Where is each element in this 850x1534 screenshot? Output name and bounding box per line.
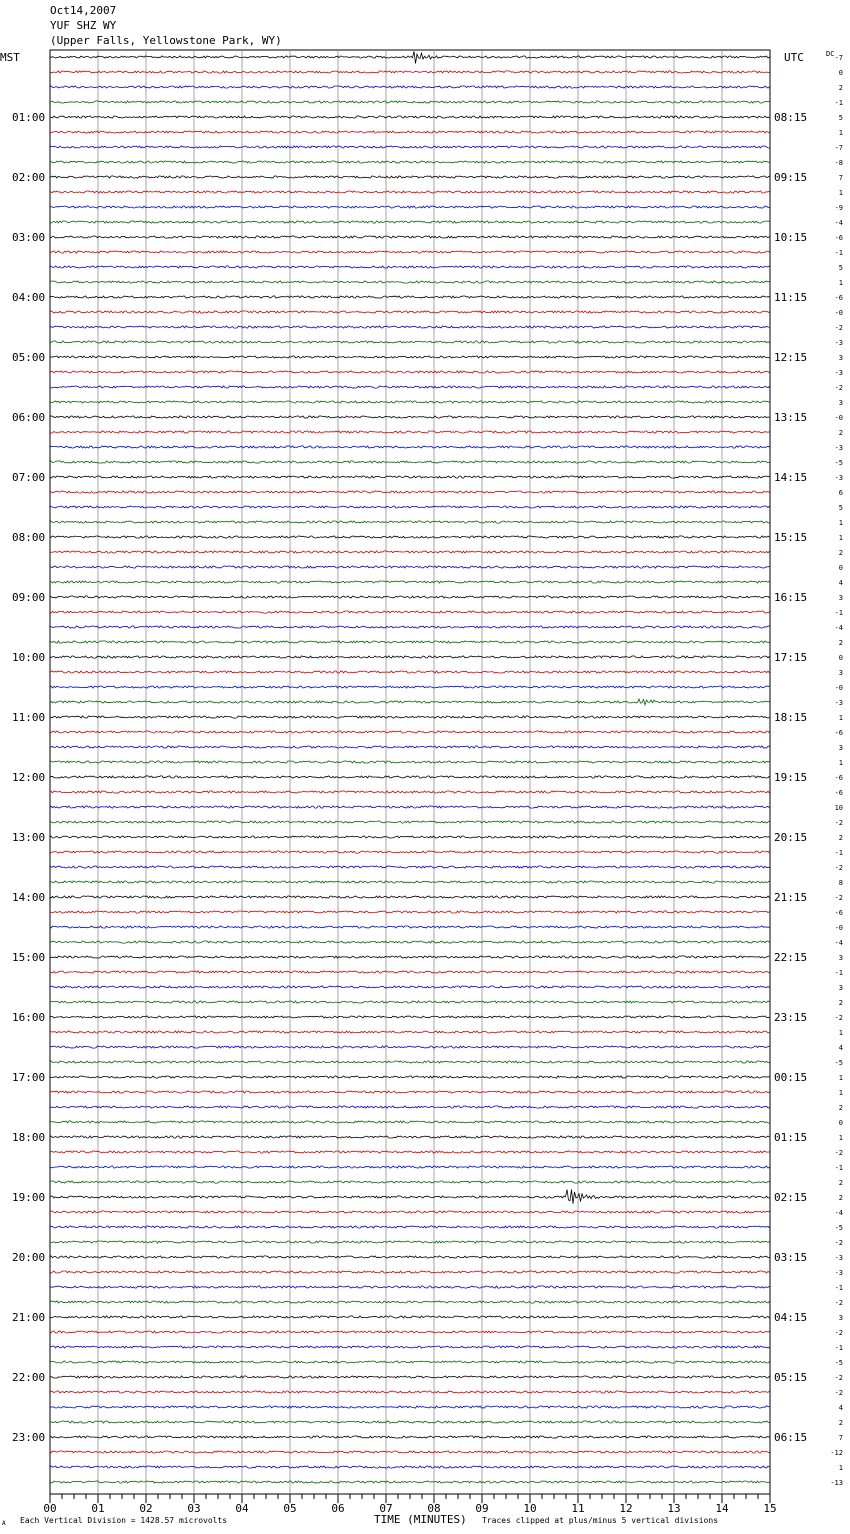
- dc-offset-label: 1: [838, 1089, 843, 1097]
- dc-offset-label: 3: [838, 399, 843, 407]
- trace-line: [50, 281, 770, 283]
- trace-line: [50, 311, 770, 313]
- left-hour-label: 22:00: [12, 1371, 46, 1384]
- left-hour-label: 04:00: [12, 291, 46, 304]
- left-hour-label: 14:00: [12, 891, 46, 904]
- trace-line: [50, 266, 770, 268]
- dc-offset-label: 0: [838, 564, 843, 572]
- dc-offset-label: -4: [834, 1209, 843, 1217]
- dc-offset-label: -5: [834, 1359, 843, 1367]
- trace-line: [50, 926, 770, 928]
- dc-offset-label: -6: [834, 729, 843, 737]
- trace-line: [50, 1061, 770, 1063]
- x-tick-label: 12: [619, 1502, 633, 1515]
- left-hour-label: 21:00: [12, 1311, 46, 1324]
- trace-line: [50, 86, 770, 88]
- left-hour-label: 18:00: [12, 1131, 46, 1144]
- trace-line: [50, 1091, 770, 1093]
- trace-line: [50, 161, 770, 163]
- trace-line: [50, 236, 770, 238]
- trace-line: [50, 566, 770, 568]
- trace-line: [50, 1481, 770, 1483]
- right-hour-label: 03:15: [774, 1251, 808, 1264]
- trace-line: [50, 386, 770, 388]
- dc-offset-label: 10: [834, 804, 843, 812]
- dc-offset-label: 3: [838, 984, 843, 992]
- dc-offset-label: 1: [838, 534, 843, 542]
- right-hour-label: 23:15: [774, 1011, 808, 1024]
- trace-line: [50, 791, 770, 793]
- dc-offset-label: 2: [838, 84, 843, 92]
- right-hour-label: 22:15: [774, 951, 808, 964]
- trace-line: [50, 941, 770, 943]
- left-hour-label: 23:00: [12, 1431, 46, 1444]
- trace-line: [50, 491, 770, 493]
- right-hour-label: 13:15: [774, 411, 808, 424]
- trace-line: [50, 1166, 770, 1168]
- trace-line: [50, 686, 770, 688]
- right-timezone-label: UTC: [784, 51, 804, 64]
- dc-offset-label: -3: [834, 1269, 843, 1277]
- trace-line: [50, 641, 770, 643]
- trace-line: [50, 51, 770, 63]
- trace-line: [50, 866, 770, 868]
- x-tick-label: 08: [427, 1502, 441, 1515]
- dc-offset-label: -6: [834, 774, 843, 782]
- dc-offset-label: 5: [838, 264, 843, 272]
- left-hour-label: 20:00: [12, 1251, 46, 1264]
- dc-offset-label: -3: [834, 444, 843, 452]
- dc-offset-label: -2: [834, 1014, 843, 1022]
- trace-line: [50, 1136, 770, 1138]
- left-hour-label: 06:00: [12, 411, 46, 424]
- trace-line: [50, 626, 770, 628]
- trace-line: [50, 131, 770, 133]
- dc-offset-label: -4: [834, 624, 843, 632]
- dc-offset-label: 1: [838, 1134, 843, 1142]
- trace-line: [50, 1031, 770, 1033]
- left-hour-label: 08:00: [12, 531, 46, 544]
- dc-offset-label: 0: [838, 69, 843, 77]
- trace-line: [50, 1181, 770, 1183]
- dc-offset-label: 7: [838, 174, 843, 182]
- trace-line: [50, 1421, 770, 1423]
- dc-offset-label: -1: [834, 969, 843, 977]
- trace-line: [50, 101, 770, 103]
- dc-offset-label: 2: [838, 1179, 843, 1187]
- dc-offset-label: -1: [834, 609, 843, 617]
- dc-offset-label: 3: [838, 669, 843, 677]
- dc-offset-label: -1: [834, 849, 843, 857]
- dc-offset-label: -2: [834, 1329, 843, 1337]
- trace-line: [50, 1226, 770, 1228]
- trace-line: [50, 1301, 770, 1303]
- dc-offset-label: 4: [838, 579, 843, 587]
- dc-offset-label: -0: [834, 309, 843, 317]
- right-hour-label: 09:15: [774, 171, 808, 184]
- dc-offset-label: -5: [834, 1059, 843, 1067]
- trace-line: [50, 296, 770, 298]
- right-hour-label: 20:15: [774, 831, 808, 844]
- trace-line: [50, 986, 770, 988]
- dc-offset-label: -4: [834, 219, 843, 227]
- trace-line: [50, 326, 770, 328]
- trace-line: [50, 581, 770, 583]
- trace-line: [50, 1241, 770, 1243]
- left-hour-label: 17:00: [12, 1071, 46, 1084]
- dc-offset-label: 5: [838, 504, 843, 512]
- x-tick-label: 02: [139, 1502, 153, 1515]
- right-hour-label: 10:15: [774, 231, 808, 244]
- dc-offset-label: -13: [830, 1479, 843, 1487]
- dc-offset-label: -2: [834, 1374, 843, 1382]
- dc-offset-label: -2: [834, 1299, 843, 1307]
- dc-offset-label: -2: [834, 1149, 843, 1157]
- trace-line: [50, 761, 770, 763]
- trace-line: [50, 911, 770, 913]
- dc-offset-label: -2: [834, 819, 843, 827]
- trace-line: [50, 71, 770, 73]
- dc-offset-label: 2: [838, 1104, 843, 1112]
- trace-line: [50, 1466, 770, 1468]
- trace-line: [50, 1046, 770, 1048]
- left-hour-label: 10:00: [12, 651, 46, 664]
- trace-line: [50, 1391, 770, 1393]
- trace-line: [50, 851, 770, 853]
- right-hour-label: 12:15: [774, 351, 808, 364]
- trace-line: [50, 611, 770, 613]
- dc-offset-label: 1: [838, 759, 843, 767]
- right-hour-label: 04:15: [774, 1311, 808, 1324]
- trace-line: [50, 746, 770, 748]
- dc-offset-label: 0: [838, 654, 843, 662]
- dc-offset-label: 1: [838, 519, 843, 527]
- trace-line: [50, 1001, 770, 1003]
- trace-line: [50, 191, 770, 193]
- dc-offset-label: 1: [838, 129, 843, 137]
- dc-offset-label: 5: [838, 114, 843, 122]
- dc-offset-label: 2: [838, 834, 843, 842]
- dc-offset-label: 1: [838, 1029, 843, 1037]
- trace-line: [50, 1189, 770, 1203]
- x-tick-label: 07: [379, 1502, 393, 1515]
- trace-line: [50, 699, 770, 705]
- dc-offset-label: -2: [834, 1389, 843, 1397]
- trace-line: [50, 416, 770, 418]
- trace-line: [50, 521, 770, 523]
- dc-offset-label: -2: [834, 384, 843, 392]
- dc-offset-label: -0: [834, 414, 843, 422]
- left-hour-label: 16:00: [12, 1011, 46, 1024]
- trace-line: [50, 176, 770, 178]
- dc-offset-label: 3: [838, 744, 843, 752]
- trace-line: [50, 1346, 770, 1348]
- dc-offset-label: 2: [838, 1419, 843, 1427]
- dc-offset-label: -1: [834, 99, 843, 107]
- dc-offset-label: -1: [834, 1164, 843, 1172]
- dc-offset-label: 3: [838, 954, 843, 962]
- dc-offset-label: 1: [838, 279, 843, 287]
- left-hour-label: 09:00: [12, 591, 46, 604]
- dc-offset-label: -9: [834, 204, 843, 212]
- left-hour-label: 12:00: [12, 771, 46, 784]
- dc-offset-label: -7: [834, 144, 843, 152]
- trace-line: [50, 116, 770, 118]
- dc-offset-label: 7: [838, 1434, 843, 1442]
- dc-offset-label: -1: [834, 249, 843, 257]
- dc-offset-label: 6: [838, 489, 843, 497]
- trace-line: [50, 1076, 770, 1078]
- right-hour-label: 16:15: [774, 591, 808, 604]
- trace-line: [50, 881, 770, 883]
- trace-line: [50, 461, 770, 463]
- trace-line: [50, 716, 770, 718]
- x-tick-label: 00: [43, 1502, 57, 1515]
- left-hour-label: 15:00: [12, 951, 46, 964]
- corner-mark: A: [2, 1520, 6, 1527]
- right-hour-label: 00:15: [774, 1071, 808, 1084]
- dc-offset-label: -3: [834, 699, 843, 707]
- x-tick-label: 09: [475, 1502, 489, 1515]
- trace-line: [50, 1256, 770, 1258]
- dc-offset-label: -4: [834, 939, 843, 947]
- dc-offset-label: -7: [834, 54, 843, 62]
- scale-note: Each Vertical Division = 1428.57 microvolts: [20, 1516, 228, 1525]
- trace-line: [50, 1316, 770, 1318]
- left-hour-label: 03:00: [12, 231, 46, 244]
- trace-line: [50, 836, 770, 838]
- x-tick-label: 05: [283, 1502, 297, 1515]
- date-label: Oct14,2007: [50, 4, 117, 17]
- right-hour-label: 02:15: [774, 1191, 808, 1204]
- trace-line: [50, 1271, 770, 1273]
- trace-line: [50, 1331, 770, 1333]
- dc-offset-label: 1: [838, 714, 843, 722]
- dc-offset-label: 1: [838, 189, 843, 197]
- x-tick-label: 11: [571, 1502, 585, 1515]
- right-hour-label: 01:15: [774, 1131, 808, 1144]
- trace-line: [50, 1121, 770, 1123]
- trace-line: [50, 821, 770, 823]
- dc-offset-label: 2: [838, 1194, 843, 1202]
- right-hour-label: 17:15: [774, 651, 808, 664]
- trace-line: [50, 446, 770, 448]
- trace-line: [50, 536, 770, 538]
- right-hour-label: 14:15: [774, 471, 808, 484]
- right-hour-label: 19:15: [774, 771, 808, 784]
- dc-offset-label: 3: [838, 354, 843, 362]
- left-hour-label: 02:00: [12, 171, 46, 184]
- dc-offset-label: -8: [834, 159, 843, 167]
- dc-offset-label: -0: [834, 684, 843, 692]
- dc-offset-label: -5: [834, 1224, 843, 1232]
- dc-offset-label: 2: [838, 999, 843, 1007]
- dc-offset-label: -6: [834, 909, 843, 917]
- dc-offset-label: -6: [834, 234, 843, 242]
- trace-line: [50, 401, 770, 403]
- dc-offset-label: 3: [838, 594, 843, 602]
- left-hour-label: 19:00: [12, 1191, 46, 1204]
- dc-offset-label: -6: [834, 789, 843, 797]
- left-hour-label: 01:00: [12, 111, 46, 124]
- x-axis-title: TIME (MINUTES): [374, 1513, 467, 1526]
- trace-line: [50, 731, 770, 733]
- x-tick-label: 13: [667, 1502, 681, 1515]
- dc-header-label: DC: [826, 50, 835, 58]
- dc-offset-label: -3: [834, 1254, 843, 1262]
- trace-line: [50, 971, 770, 973]
- trace-line: [50, 1376, 770, 1378]
- trace-line: [50, 1151, 770, 1153]
- trace-line: [50, 1016, 770, 1018]
- trace-line: [50, 1211, 770, 1213]
- dc-offset-label: -2: [834, 864, 843, 872]
- trace-line: [50, 356, 770, 358]
- right-hour-label: 18:15: [774, 711, 808, 724]
- location-label: (Upper Falls, Yellowstone Park, WY): [50, 34, 282, 47]
- x-tick-label: 14: [715, 1502, 729, 1515]
- dc-offset-label: -1: [834, 1284, 843, 1292]
- trace-line: [50, 251, 770, 253]
- trace-line: [50, 206, 770, 208]
- dc-offset-label: -6: [834, 294, 843, 302]
- trace-line: [50, 221, 770, 223]
- right-hour-label: 21:15: [774, 891, 808, 904]
- x-tick-label: 06: [331, 1502, 345, 1515]
- trace-line: [50, 431, 770, 433]
- trace-line: [50, 551, 770, 553]
- dc-offset-label: 1: [838, 1464, 843, 1472]
- left-hour-label: 13:00: [12, 831, 46, 844]
- left-timezone-label: MST: [0, 51, 20, 64]
- right-hour-label: 06:15: [774, 1431, 808, 1444]
- trace-line: [50, 506, 770, 508]
- trace-line: [50, 596, 770, 598]
- trace-line: [50, 896, 770, 898]
- dc-offset-label: 1: [838, 1074, 843, 1082]
- dc-offset-label: 4: [838, 1404, 843, 1412]
- x-tick-label: 15: [763, 1502, 777, 1515]
- dc-offset-label: 8: [838, 879, 843, 887]
- right-hour-label: 08:15: [774, 111, 808, 124]
- trace-line: [50, 1406, 770, 1408]
- trace-line: [50, 1286, 770, 1288]
- dc-offset-label: 4: [838, 1044, 843, 1052]
- trace-line: [50, 806, 770, 808]
- left-hour-label: 11:00: [12, 711, 46, 724]
- dc-offset-label: -5: [834, 459, 843, 467]
- dc-offset-label: 0: [838, 1119, 843, 1127]
- trace-line: [50, 656, 770, 658]
- right-hour-label: 15:15: [774, 531, 808, 544]
- dc-offset-label: -3: [834, 369, 843, 377]
- x-tick-label: 01: [91, 1502, 105, 1515]
- dc-offset-label: -2: [834, 894, 843, 902]
- clip-note: Traces clipped at plus/minus 5 vertical divisions: [482, 1516, 719, 1525]
- trace-line: [50, 371, 770, 373]
- trace-line: [50, 956, 770, 958]
- dc-offset-label: -1: [834, 1344, 843, 1352]
- trace-line: [50, 1106, 770, 1108]
- dc-offset-label: 2: [838, 549, 843, 557]
- trace-line: [50, 1436, 770, 1438]
- dc-offset-label: -3: [834, 474, 843, 482]
- trace-line: [50, 776, 770, 778]
- x-tick-label: 04: [235, 1502, 249, 1515]
- trace-line: [50, 341, 770, 343]
- station-label: YUF SHZ WY: [50, 19, 117, 32]
- dc-offset-label: -2: [834, 324, 843, 332]
- trace-line: [50, 476, 770, 478]
- dc-offset-label: 3: [838, 1314, 843, 1322]
- trace-line: [50, 146, 770, 148]
- left-hour-label: 07:00: [12, 471, 46, 484]
- right-hour-label: 05:15: [774, 1371, 808, 1384]
- right-hour-label: 11:15: [774, 291, 808, 304]
- dc-offset-label: -3: [834, 339, 843, 347]
- dc-offset-label: 2: [838, 639, 843, 647]
- dc-offset-label: -0: [834, 924, 843, 932]
- x-tick-label: 03: [187, 1502, 201, 1515]
- trace-line: [50, 1361, 770, 1363]
- dc-offset-label: -2: [834, 1239, 843, 1247]
- left-hour-label: 05:00: [12, 351, 46, 364]
- x-tick-label: 10: [523, 1502, 537, 1515]
- trace-line: [50, 1451, 770, 1453]
- dc-offset-label: -12: [830, 1449, 843, 1457]
- dc-offset-label: 2: [838, 429, 843, 437]
- trace-line: [50, 671, 770, 673]
